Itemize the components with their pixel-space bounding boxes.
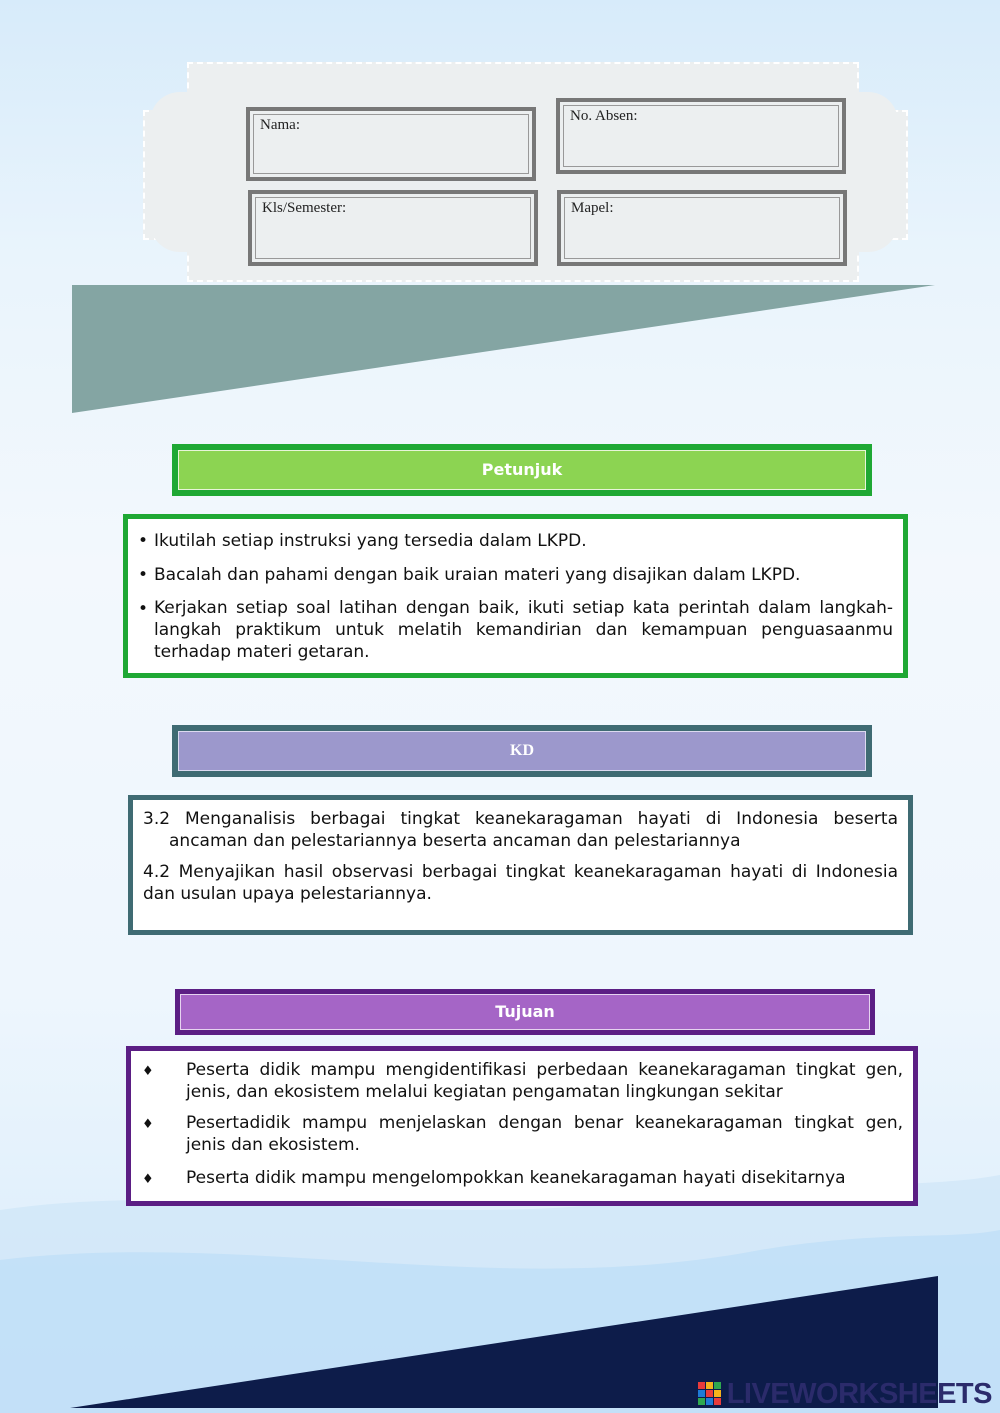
liveworksheets-logo-icon [698, 1382, 720, 1404]
tujuan-header [175, 989, 875, 1035]
bullet-icon: • [138, 531, 149, 551]
kd-item: 4.2 Menyajikan hasil observasi berbagai tingkat keanekaragaman hayati di Indonesia dan usulan upaya pelestariannya. [143, 862, 898, 904]
ticket-left-notch [150, 92, 210, 252]
nama-field[interactable] [246, 107, 536, 181]
diamond-icon: ♦ [142, 1172, 154, 1187]
kls-semester-label: Kls/Semester: [262, 200, 347, 216]
tujuan-title: Tujuan [495, 1002, 555, 1021]
liveworksheets-watermark: LIVEWORKSHEETS [726, 1378, 992, 1410]
petunjuk-item: Bacalah dan pahami dengan baik uraian materi yang disajikan dalam LKPD. [154, 565, 801, 585]
tujuan-item: Peserta didik mampu mengelompokkan keanekaragaman hayati disekitarnya [186, 1168, 846, 1188]
petunjuk-title: Petunjuk [481, 460, 563, 479]
tujuan-box [126, 1046, 918, 1206]
no-absen-field[interactable] [556, 98, 846, 174]
kd-item: 3.2 Menganalisis berbagai tingkat keanekaragaman hayati di Indonesia beserta ancaman dan pelestariannya beserta ancaman dan pelestariannya [143, 809, 898, 851]
mapel-field[interactable] [557, 190, 847, 266]
diamond-icon: ♦ [142, 1117, 154, 1132]
no-absen-label: No. Absen: [570, 108, 638, 124]
bullet-icon: • [138, 565, 149, 585]
petunjuk-item: Ikutilah setiap instruksi yang tersedia dalam LKPD. [154, 531, 587, 551]
nama-label: Nama: [260, 117, 300, 133]
petunjuk-header [172, 444, 872, 496]
mapel-label: Mapel: [571, 200, 614, 216]
kls-semester-field[interactable] [248, 190, 538, 266]
tujuan-item: Peserta didik mampu mengidentifikasi perbedaan keanekaragaman tingkat gen, jenis, dan ekosistem melalui kegiatan pengamatan lingkungan sekitar [186, 1060, 903, 1102]
petunjuk-box [123, 514, 908, 678]
kd-title: KD [510, 742, 534, 759]
teal-band [72, 285, 935, 413]
bullet-icon: • [138, 599, 149, 619]
kd-box [128, 795, 913, 935]
kd-header [172, 725, 872, 777]
diamond-icon: ♦ [142, 1064, 154, 1079]
ticket-right-notch [838, 92, 898, 252]
petunjuk-item: Kerjakan setiap soal latihan dengan baik, ikuti setiap kata perintah dalam langkah-langkah praktikum untuk melatih kemandirian dan kemampuan penguasaanmu terhadap materi getaran. [154, 598, 893, 662]
tujuan-item: Pesertadidik mampu menjelaskan dengan benar keanekaragaman tingkat gen, jenis dan ekosistem. [186, 1113, 903, 1155]
